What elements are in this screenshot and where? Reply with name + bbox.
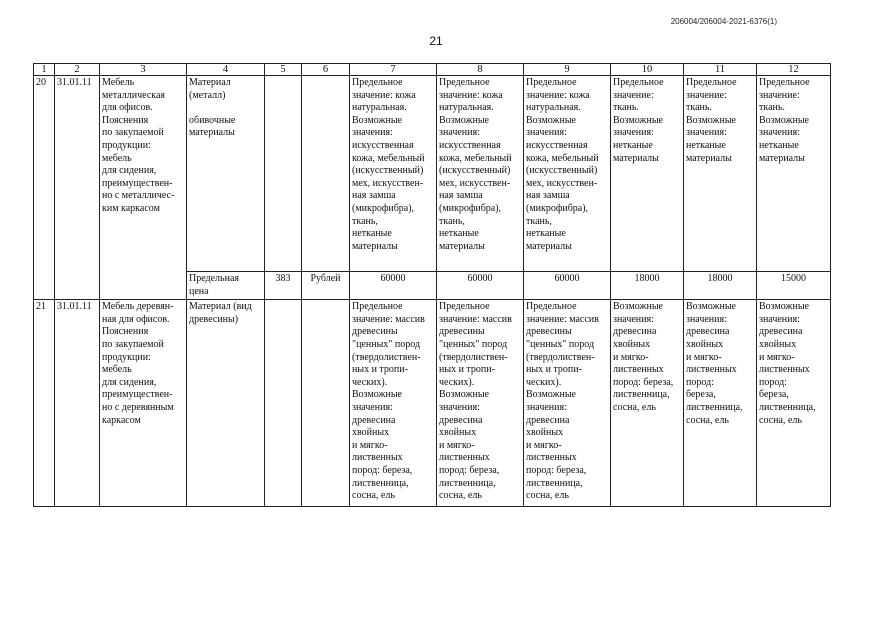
- price-value: 18000: [684, 272, 757, 300]
- col-num: 8: [437, 64, 524, 76]
- item-name: Мебель металлическая для офисов. Пояснения по закупаемой продукции: мебель для сидения, преимуществен- но с металличес- ким каркасом: [100, 76, 187, 300]
- value-cell: Предельное значение: кожа натуральная. Возможные значения: искусственная кожа, мебельный (искусственный) мех, искусствен- ная замша (микрофибра), ткань, нетканые материалы: [350, 76, 437, 272]
- unit-name: [302, 76, 350, 272]
- value-cell: Предельное значение: кожа натуральная. Возможные значения: искусственная кожа, мебельный (искусственный) мех, искусствен- ная замша (микрофибра), ткань, нетканые материалы: [524, 76, 611, 272]
- column-number-row: [34, 64, 831, 76]
- value-cell: Предельное значение: ткань. Возможные значения: нетканые материалы: [611, 76, 684, 272]
- value-cell: Предельное значение: массив древесины "ценных" пород (твердолиствен- ных и тропи- ческих). Возможные значения: древесина хвойных и мягко- лиственных пород: береза, лиственница, сосна, ель: [524, 300, 611, 507]
- item-name: Мебель деревян- ная для офисов. Пояснения по закупаемой продукции: мебель для сидения, преимуществен- но с деревянным каркасом: [100, 300, 187, 507]
- price-value: 60000: [524, 272, 611, 300]
- okpd-code: 31.01.11: [55, 76, 100, 300]
- okpd-code: 31.01.11: [55, 300, 100, 507]
- col-num: 6: [302, 64, 350, 76]
- row-number: 20: [34, 76, 55, 300]
- unit-name: [302, 300, 350, 507]
- value-cell: Возможные значения: древесина хвойных и мягко- лиственных пород: береза, лиственница, сосна, ель: [611, 300, 684, 507]
- table-row: [34, 76, 831, 272]
- requirements-table: [33, 63, 831, 507]
- price-value: 60000: [437, 272, 524, 300]
- value-cell: Предельное значение: ткань. Возможные значения: нетканые материалы: [684, 76, 757, 272]
- value-cell: Предельное значение: ткань. Возможные значения: нетканые материалы: [757, 76, 831, 272]
- okei-code: [265, 76, 302, 272]
- characteristic: Материал (вид древесины): [187, 300, 265, 507]
- value-cell: Предельное значение: массив древесины "ценных" пород (твердолиствен- ных и тропи- ческих). Возможные значения: древесина хвойных и мягко- лиственных пород: береза, лиственница, сосна, ель: [437, 300, 524, 507]
- table-row: [34, 300, 831, 507]
- col-num: 1: [34, 64, 55, 76]
- col-num: 2: [55, 64, 100, 76]
- col-num: 5: [265, 64, 302, 76]
- okei-code: [265, 300, 302, 507]
- characteristic: Предельная цена: [187, 272, 265, 300]
- price-value: 60000: [350, 272, 437, 300]
- col-num: 12: [757, 64, 831, 76]
- price-value: 18000: [611, 272, 684, 300]
- okei-code: 383: [265, 272, 302, 300]
- value-cell: Возможные значения: древесина хвойных и мягко- лиственных пород: береза, лиственница, сосна, ель: [757, 300, 831, 507]
- col-num: 7: [350, 64, 437, 76]
- characteristic: Материал (металл) обивочные материалы: [187, 76, 265, 272]
- col-num: 4: [187, 64, 265, 76]
- value-cell: Возможные значения: древесина хвойных и мягко- лиственных пород: березa, лиственница, сосна, ель: [684, 300, 757, 507]
- value-cell: Предельное значение: кожа натуральная. Возможные значения: искусственная кожа, мебельный (искусственный) мех, искусствен- ная замша (микрофибра), ткань, нетканые материалы: [437, 76, 524, 272]
- page-number: 21: [429, 34, 443, 48]
- col-num: 9: [524, 64, 611, 76]
- col-num: 11: [684, 64, 757, 76]
- unit-name: Рублей: [302, 272, 350, 300]
- row-number: 21: [34, 300, 55, 507]
- col-num: 10: [611, 64, 684, 76]
- col-num: 3: [100, 64, 187, 76]
- price-value: 15000: [757, 272, 831, 300]
- value-cell: Предельное значение: массив древесины "ценных" пород (твердолиствен- ных и тропи- ческих). Возможные значения: древесина хвойных и мягко- лиственных пород: береза, лиственница, сосна, ель: [350, 300, 437, 507]
- document-id: 206004/206004-2021-6376(1): [670, 17, 777, 26]
